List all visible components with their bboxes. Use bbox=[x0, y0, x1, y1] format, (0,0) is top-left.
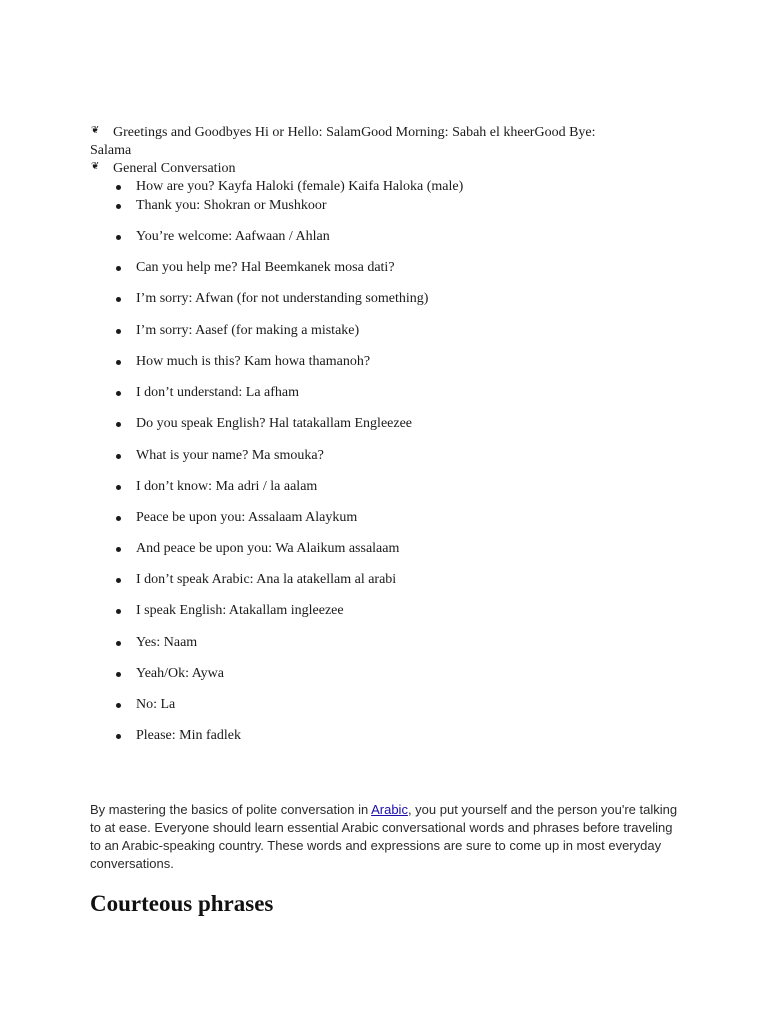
list-item bbox=[114, 478, 317, 496]
paragraph-text-before: By mastering the basics of polite conversation in bbox=[90, 802, 372, 817]
phrase-text: Can you help me? Hal Beemkanek mosa dati? bbox=[136, 260, 395, 275]
fleuron-bullet-icon: ❦ bbox=[91, 125, 100, 136]
intro-paragraph bbox=[90, 801, 680, 873]
phrase-text: And peace be upon you: Wa Alaikum assalaam bbox=[136, 541, 400, 556]
phrase-text: How are you? Kayfa Haloki (female) Kaifa Haloka (male) bbox=[136, 179, 464, 194]
phrase-text: No: La bbox=[136, 697, 176, 712]
bullet-dot-icon bbox=[116, 641, 121, 646]
phrase-text: How much is this? Kam howa thamanoh? bbox=[136, 354, 371, 369]
bullet-dot-icon bbox=[116, 485, 121, 490]
bullet-dot-icon bbox=[116, 547, 121, 552]
phrase-text: I don’t understand: La afham bbox=[136, 385, 300, 400]
bullet-dot-icon bbox=[116, 204, 121, 209]
bullet-dot-icon bbox=[116, 422, 121, 427]
list-item bbox=[114, 602, 344, 620]
list-item bbox=[114, 415, 412, 433]
list-item bbox=[114, 353, 370, 371]
section-heading: Courteous phrases bbox=[90, 891, 274, 916]
section-greetings-text-cont: Salama bbox=[90, 143, 132, 158]
list-item bbox=[114, 634, 197, 652]
bullet-dot-icon bbox=[116, 297, 121, 302]
fleuron-bullet-icon: ❦ bbox=[91, 161, 100, 172]
phrase-text: What is your name? Ma smouka? bbox=[136, 448, 324, 463]
list-item bbox=[114, 665, 224, 683]
phrase-text: Do you speak English? Hal tatakallam Engleezee bbox=[136, 416, 413, 431]
section-general-conversation-text: General Conversation bbox=[113, 161, 236, 176]
list-item bbox=[114, 259, 395, 277]
phrase-text: You’re welcome: Aafwaan / Ahlan bbox=[136, 229, 330, 244]
bullet-dot-icon bbox=[116, 360, 121, 365]
list-item bbox=[114, 509, 357, 527]
phrase-text: I don’t speak Arabic: Ana la atakellam al arabi bbox=[136, 572, 397, 587]
bullet-dot-icon bbox=[116, 329, 121, 334]
phrase-text: Yeah/Ok: Aywa bbox=[136, 666, 224, 681]
bullet-dot-icon bbox=[116, 734, 121, 739]
bullet-dot-icon bbox=[116, 185, 121, 190]
list-item bbox=[114, 540, 399, 558]
phrase-text: Yes: Naam bbox=[136, 635, 198, 650]
list-item bbox=[114, 447, 324, 465]
bullet-dot-icon bbox=[116, 454, 121, 459]
section-list bbox=[90, 124, 650, 178]
list-item bbox=[114, 178, 463, 196]
bullet-dot-icon bbox=[116, 235, 121, 240]
bullet-dot-icon bbox=[116, 391, 121, 396]
list-item bbox=[114, 571, 396, 589]
list-item bbox=[114, 384, 299, 402]
phrase-text: I don’t know: Ma adri / la aalam bbox=[136, 479, 318, 494]
phrase-text: Thank you: Shokran or Mushkoor bbox=[136, 198, 327, 213]
paragraph-text-after: , you put yourself and the person you're talking to at ease. Everyone should learn essential Arabic conversational words and phrases before traveling to an Arabic-speaking country. These words and expressions are sure to come up in most everyday conversations. bbox=[90, 802, 678, 871]
section-item-greetings bbox=[90, 124, 650, 160]
bullet-dot-icon bbox=[116, 266, 121, 271]
phrase-text: I speak English: Atakallam ingleezee bbox=[136, 603, 344, 618]
bullet-dot-icon bbox=[116, 672, 121, 677]
arabic-link[interactable]: Arabic bbox=[371, 802, 408, 817]
list-item bbox=[114, 727, 241, 745]
bullet-dot-icon bbox=[116, 578, 121, 583]
phrase-text: I’m sorry: Afwan (for not understanding something) bbox=[136, 291, 429, 306]
phrase-text: I’m sorry: Aasef (for making a mistake) bbox=[136, 323, 360, 338]
phrase-text: Please: Min fadlek bbox=[136, 728, 241, 743]
list-item bbox=[114, 228, 330, 246]
list-item bbox=[114, 290, 428, 308]
list-item bbox=[114, 197, 327, 215]
list-item bbox=[114, 696, 175, 714]
bullet-dot-icon bbox=[116, 703, 121, 708]
section-item-general-conversation bbox=[90, 160, 650, 178]
bullet-dot-icon bbox=[116, 516, 121, 521]
phrase-text: Peace be upon you: Assalaam Alaykum bbox=[136, 510, 358, 525]
section-greetings-text: Greetings and Goodbyes Hi or Hello: SalamGood Morning: Sabah el kheerGood Bye: bbox=[113, 125, 596, 140]
list-item bbox=[114, 322, 359, 340]
bullet-dot-icon bbox=[116, 609, 121, 614]
